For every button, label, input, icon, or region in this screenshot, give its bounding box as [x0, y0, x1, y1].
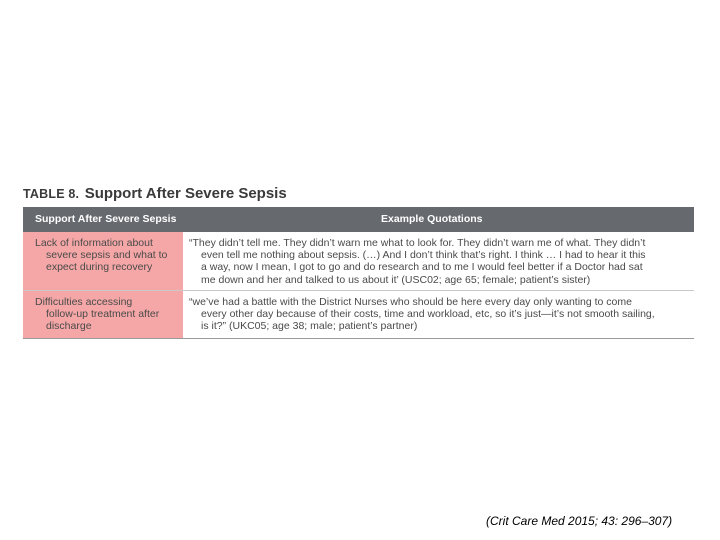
category-cell: [23, 291, 183, 338]
quotation-cell: [183, 232, 694, 290]
category-line: expect during recovery: [46, 261, 153, 274]
support-table: [23, 183, 694, 339]
quote-line: every other day because of their costs, time and workload, etc, so it’s just—it’s not smooth sailing,: [201, 308, 655, 321]
quote-line: is it?” (UKC05; age 38; male; patient’s partner): [201, 320, 418, 333]
quote-line: even tell me nothing about sepsis. (…) And I don’t think that’s right. I think … I had to hear it this: [201, 249, 646, 262]
table-row: [23, 291, 694, 339]
category-line: severe sepsis and what to: [46, 249, 168, 262]
quote-line: “They didn’t tell me. They didn’t warn me what to look for. They didn’t warn me of what. They didn’t: [189, 237, 646, 249]
quotation-cell: [183, 291, 694, 338]
category-cell: [23, 232, 183, 290]
table-header: [23, 207, 694, 232]
quote-line: a way, now I mean, I got to go and do research and to me I would feel better if a Doctor had sat: [201, 261, 643, 274]
table-label: TABLE 8.: [23, 187, 80, 201]
table-title-text: Support After Severe Sepsis: [84, 185, 287, 202]
category-line: discharge: [46, 320, 92, 333]
category-line: Lack of information about: [35, 237, 153, 249]
quote-line: me down and her and talked to us about it’ (USC02; age 65; female; patient’s sister): [201, 273, 591, 286]
category-line: follow-up treatment after: [46, 308, 160, 321]
quote-line: “we’ve had a battle with the District Nurses who should be here every day only wanting to come: [189, 296, 632, 308]
header-quotations: Example Quotations: [381, 213, 483, 225]
table-title: [23, 183, 694, 205]
table-row: [23, 232, 694, 291]
category-line: Difficulties accessing: [35, 296, 133, 308]
citation: (Crit Care Med 2015; 43: 296–307): [486, 514, 673, 528]
header-category: Support After Severe Sepsis: [35, 213, 177, 225]
